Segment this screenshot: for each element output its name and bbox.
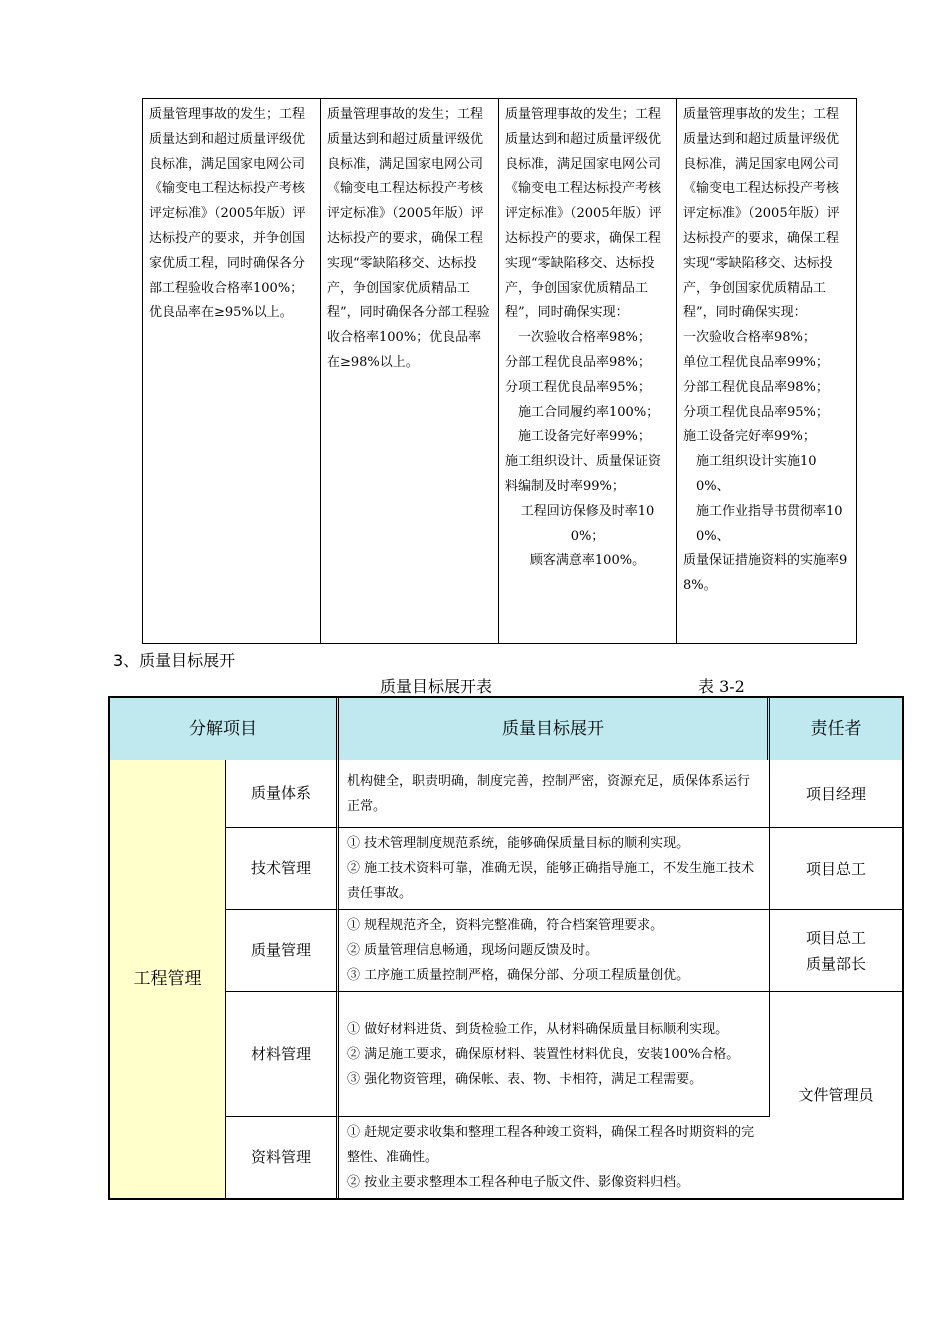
- standard-line: 分项工程优良品率95%；: [683, 404, 829, 420]
- goal-line: ① 做好材料进货、到货检验工作，从材料确保质量目标顺利实现。: [347, 1021, 729, 1037]
- sub-item: 质量管理: [226, 910, 339, 992]
- quality-goal-table: [108, 696, 904, 1200]
- goal-line: ① 技术管理制度规范系统，能够确保质量目标的顺利实现。: [347, 836, 690, 851]
- shared-owner-cell: 文件管理员: [798, 1086, 874, 1104]
- owner-cell: [770, 910, 902, 992]
- sub-item: 材料管理: [226, 992, 339, 1117]
- standard-line: 质量管理事故的发生；工程质量达到和超过质量评级优良标准，满足国家电网公司《输变电工程达标投产考核评定标准》（2005年版）评达标投产的要求，确保工程实现“零缺陷移交、达标投产，争创国家优质精品工程”，同时确保实现：: [505, 107, 662, 321]
- owner-name: 质量部长: [805, 954, 866, 973]
- owner-name: 项目经理: [805, 784, 866, 803]
- standard-column: [499, 99, 677, 644]
- standard-line: 施工作业指导书贯彻率100%、: [696, 503, 843, 544]
- standard-line: 质量管理事故的发生；工程质量达到和超过质量评级优良标准，满足国家电网公司《输变电工程达标投产考核评定标准》（2005年版）评达标投产的要求，确保工程实现“零缺陷移交、达标投产，争创国家优质精品工程”，同时确保实现：: [683, 107, 840, 321]
- header-item: 分解项目: [110, 698, 339, 760]
- owner-name: 项目总工: [805, 928, 866, 947]
- standard-line: 顾客满意率100%。: [529, 553, 646, 569]
- header-owner: 责任者: [770, 698, 902, 760]
- goal-description: [339, 760, 770, 828]
- goal-description: [339, 828, 770, 910]
- standard-line: 质量管理事故的发生；工程质量达到和超过质量评级优良标准，满足国家电网公司《输变电工程达标投产考核评定标准》（2005年版）评达标投产的要求，并争创国家优质工程，同时确保各分部工程验收合格率100%；优良品率在≥95%以上。: [149, 107, 306, 321]
- standard-line: 施工设备完好率99%；: [518, 429, 651, 445]
- goal-description: [339, 910, 770, 992]
- standard-line: 分部工程优良品率98%；: [505, 354, 651, 370]
- goal-line: ② 质量管理信息畅通，现场问题反馈及时。: [347, 943, 599, 958]
- standard-line: 施工设备完好率99%；: [683, 429, 816, 445]
- owner-cell: [770, 760, 902, 828]
- table-caption: 质量目标展开表: [380, 677, 493, 696]
- standard-line: 施工组织设计实施100%、: [696, 454, 817, 494]
- standard-column: [321, 99, 499, 644]
- category-cell: 工程管理: [110, 760, 226, 1198]
- sub-item: 技术管理: [226, 828, 339, 910]
- goal-description: [339, 1117, 770, 1198]
- goal-line: ③ 强化物资管理，确保帐、表、物、卡相符，满足工程需要。: [347, 1071, 703, 1087]
- standard-line: 一次验收合格率98%；: [683, 330, 816, 346]
- sub-item: 资料管理: [226, 1117, 339, 1198]
- standard-line: 分部工程优良品率98%；: [683, 379, 829, 395]
- goal-line: ① 规程规范齐全，资料完整准确，符合档案管理要求。: [347, 918, 664, 933]
- owner-name: 项目总工: [805, 859, 866, 878]
- owner-cell: [770, 828, 902, 910]
- standard-line: 一次验收合格率98%；: [518, 330, 651, 346]
- goal-line: ② 满足施工要求，确保原材料、装置性材料优良，安装100%合格。: [347, 1046, 740, 1062]
- standard-line: 质量保证措施资料的实施率98%。: [683, 553, 848, 594]
- table-number: 表 3-2: [698, 677, 745, 696]
- standard-line: 分项工程优良品率95%；: [505, 379, 651, 395]
- goal-line: ② 按业主要求整理本工程各种电子版文件、影像资料归档。: [347, 1175, 690, 1190]
- standard-line: 单位工程优良品率99%；: [683, 354, 829, 370]
- standard-line: 质量管理事故的发生；工程质量达到和超过质量评级优良标准，满足国家电网公司《输变电工程达标投产考核评定标准》（2005年版）评达标投产的要求，确保工程实现“零缺陷移交、达标投产，争创国家优质精品工程”，同时确保各分部工程验收合格率100%；优良品率在≥98%以上。: [327, 107, 490, 370]
- top-standards-table: [142, 98, 857, 644]
- standard-line: 施工合同履约率100%；: [518, 404, 660, 420]
- section-heading: 3、质量目标展开: [113, 651, 236, 670]
- standard-line: 工程回访保修及时率100%；: [520, 503, 655, 544]
- goal-description: [339, 992, 770, 1117]
- goal-line: 机构健全，职责明确，制度完善，控制严密，资源充足，质保体系运行正常。: [347, 773, 751, 814]
- standard-line: 施工组织设计、质量保证资料编制及时率99%；: [505, 454, 662, 494]
- standard-column: [677, 99, 857, 644]
- header-goal: 质量目标展开: [339, 698, 770, 760]
- goal-line: ② 施工技术资料可靠，准确无误，能够正确指导施工，不发生施工技术责任事故。: [347, 861, 755, 901]
- goal-line: ③ 工序施工质量控制严格，确保分部、分项工程质量创优。: [347, 968, 690, 983]
- sub-item: 质量体系: [226, 760, 339, 828]
- standard-column: [143, 99, 321, 644]
- goal-line: ① 赶规定要求收集和整理工程各种竣工资料，确保工程各时期资料的完整性、准确性。: [347, 1125, 755, 1165]
